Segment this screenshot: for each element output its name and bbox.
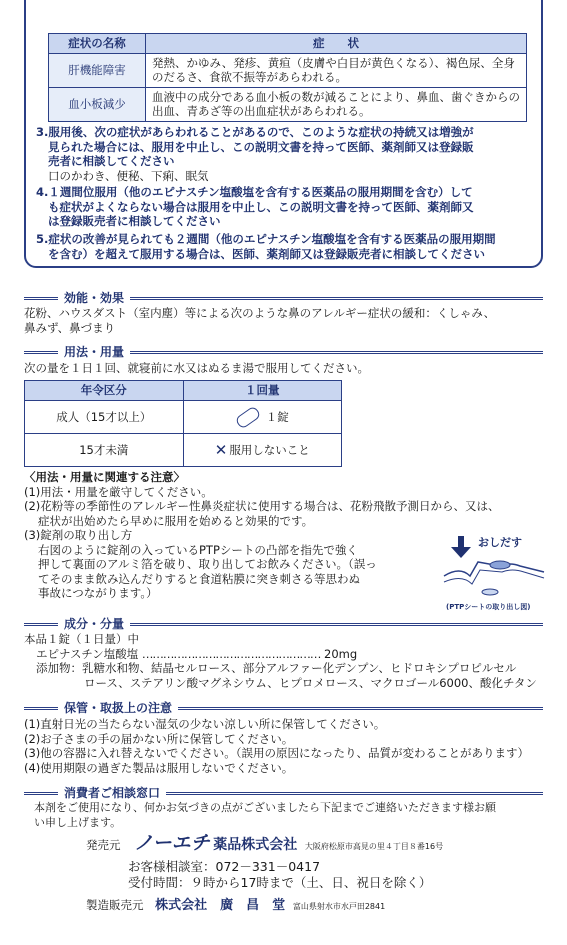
tablet-icon — [234, 405, 261, 429]
maker-address: 富山県射水市水戸田2841 — [292, 902, 386, 911]
consumer-heading: 消費者ご相談窓口 — [24, 786, 543, 800]
warning-line: 3.服用後、次の症状があらわれることがあるので、このような症状の持続又は増強が — [36, 125, 474, 139]
column-header-name: 症状の名称 — [49, 34, 146, 54]
column-header-symptom: 症 状 — [146, 34, 527, 54]
business-hours: 受付時間：９時から17時まで（土、日、祝日を除く） — [128, 875, 432, 890]
efficacy-heading: 効能・効果 — [24, 291, 543, 305]
dosage-notes: 〈用法・用量に関連する注意〉 (1)用法・用量を厳守してください。 (2)花粉等の季節性のアレルギー性鼻炎症状に使用する場合は、花粉飛散予測日から、又は、 症状が出始めたら早めに服用を始めると効果的です。 (3)錠剤の取り出し方 右図のように錠剤の入っているPTPシートの凸部を指先で強く 押して裏面のアルミ箔を破り、取り出してお飲みください。（誤っ てそのまま飲み込んだりすると食道粘膜に突き刺さる等思わぬ 事故につながります。） — [24, 470, 500, 600]
symptom-name: 肝機能障害 — [49, 53, 146, 87]
symptom-text: 血液中の成分である血小板の数が減ることにより、鼻血、歯ぐきからの出血、青あざ等の出血症状があらわれる。 — [146, 87, 527, 121]
column-header-age: 年令区分 — [25, 381, 184, 401]
seller-address: 大阪府松原市高見の里４丁目８番16号 — [304, 842, 444, 851]
consumer-text: 本剤をご使用になり、何かお気づきの点がございましたら下記までご連絡いただきます様お願 い申し上げます。 — [34, 801, 496, 829]
age-group: 成人（15才以上） — [25, 401, 184, 434]
ptp-figure — [440, 532, 550, 614]
seller-line: 発売元 ノーエチ 薬品株式会社 大阪府松原市高見の里４丁目８番16号 — [86, 832, 444, 854]
warning-line: は登録販売者に相談してください — [48, 214, 221, 228]
warning-line: も症状がよくならない場合は服用を中止し、この説明文書を持って医師、薬剤師又 — [48, 199, 474, 214]
push-label: おしだす — [478, 536, 522, 549]
warning-symptoms: 口のかわき、便秘、下痢、眠気 — [48, 168, 209, 183]
column-header-dose: １回量 — [183, 381, 341, 401]
warning-line: 売者に相談してください — [48, 154, 175, 168]
symptom-text: 発熱、かゆみ、発疹、黄疸（皮膚や白目が黄色くなる）、褐色尿、全身のだるさ、食欲不振等があらわれる。 — [146, 53, 527, 87]
symptom-name: 血小板減少 — [49, 87, 146, 121]
dosage-heading: 用法・用量 — [24, 345, 543, 359]
seller-logo: ノーエチ — [134, 832, 210, 854]
table-row — [25, 434, 342, 467]
table-header-row — [49, 34, 527, 54]
storage-text: (1)直射日光の当たらない湿気の少ない涼しい所に保管してください。 (2)お子さまの手の届かない所に保管してください。 (3)他の容器に入れ替えないでください。（誤用の原因になったり、品質が変わることがあります） (4)使用期限の過ぎた製品は服用しないでください。 — [24, 717, 530, 775]
dose-cell: ✕ 服用しないこと — [183, 434, 341, 467]
warning-4 — [36, 185, 536, 229]
dose-cell: １錠 — [183, 401, 341, 434]
x-mark-icon: ✕ — [214, 440, 228, 459]
figure-caption: (PTPシートの取り出し図) — [446, 603, 531, 611]
side-effect-table — [48, 33, 527, 122]
warning-line: 見られた場合には、服用を中止し、この説明文書を持って医師、薬剤師又は登録販 — [48, 139, 474, 154]
storage-heading: 保管・取扱上の注意 — [24, 701, 543, 715]
table-row — [49, 53, 527, 87]
age-group: 15才未満 — [25, 434, 184, 467]
maker-name: 株式会社 廣 昌 堂 — [155, 898, 286, 913]
customer-tel: お客様相談室：072－331－0417 — [128, 859, 321, 874]
table-row — [49, 87, 527, 121]
active-ingredient: エピナスチン塩酸塩 — [36, 646, 139, 661]
dosage-intro: 次の量を１日１回、就寝前に水又はぬるま湯で服用してください。 — [24, 361, 369, 375]
efficacy-text: 花粉、ハウスダスト（室内塵）等による次のような鼻のアレルギー症状の緩和：くしゃみ、 鼻みず、鼻づまり — [24, 306, 496, 335]
ingredients-text: 本品１錠（１日量）中 エピナスチン塩酸塩 …………………………………………… 20mg 添加物：乳糖水和物、結晶セルロース、部分アルファー化デンプン、ヒドロキシプロピルセル ロース、ステアリン酸マグネシウム、ヒプロメロース、マクロゴール6000、酸化チタン — [24, 632, 537, 690]
table-row — [25, 401, 342, 434]
warning-3 — [36, 125, 536, 183]
dosage-table — [24, 380, 342, 467]
maker-line: 製造販売元 株式会社 廣 昌 堂 富山県射水市水戸田2841 — [86, 898, 386, 913]
warning-line: 4.１週間位服用（他のエピナスチン塩酸塩を含有する医薬品の服用期間を含む）して — [36, 185, 473, 199]
ingredients-heading: 成分・分量 — [24, 617, 543, 631]
active-amount: 20mg — [324, 646, 358, 661]
warning-line: 5.症状の改善が見られても２週間（他のエピナスチン塩酸塩を含有する医薬品の服用期間 — [36, 232, 496, 246]
warning-5 — [36, 232, 536, 261]
table-header-row — [25, 381, 342, 401]
warning-line: を含む）を超えて服用する場合は、医師、薬剤師又は登録販売者に相談してください — [48, 246, 485, 261]
seller-name: 薬品株式会社 — [213, 837, 298, 853]
